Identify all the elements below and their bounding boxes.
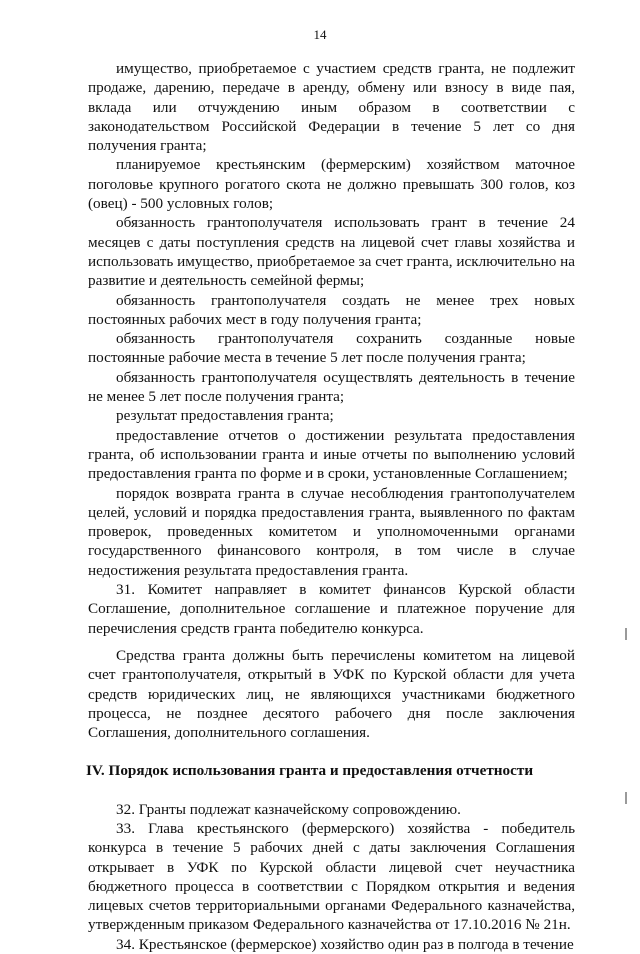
- paragraph: планируемое крестьянским (фермерским) хозяйством маточное поголовье крупного рогатого скота не должно превышать 300 голов, коз (овец) - 500 условных голов;: [88, 156, 575, 213]
- paragraph: Средства гранта должны быть перечислены комитетом на лицевой счет грантополучателя, открытый в УФК по Курской области для учета средств юридических лиц, не являющихся участниками бюджетного процесса, не позднее десятого рабочего дня после заключения Соглашения, дополнительного соглашения.: [88, 646, 575, 742]
- document-body: [88, 59, 575, 954]
- paragraph: обязанность грантополучателя использовать грант в течение 24 месяцев с даты поступления средств на лицевой счет главы хозяйства и использовать имущество, приобретаемое за счет гранта, исключительно на развитие и деятельность семейной фермы;: [88, 214, 575, 290]
- paragraph: имущество, приобретаемое с участием средств гранта, не подлежит продаже, дарению, передаче в аренду, обмену или взносу в виде пая, вклада или отчуждению иным образом в соответствии с законодательством Российской Федерации в течение 5 лет со дня получения гранта;: [88, 60, 575, 155]
- paragraph: 34. Крестьянское (фермерское) хозяйство один раз в полгода в течение: [116, 935, 574, 953]
- paragraph: 32. Гранты подлежат казначейскому сопровождению.: [116, 800, 461, 818]
- paragraph: порядок возврата гранта в случае несоблюдения грантополучателем целей, условий и порядка предоставления гранта, выявленного по фактам проверок, проведенных комитетом и уполномоченными органами государственного финансового контроля, в том числе в случае недостижения результата предоставления гранта.: [88, 484, 575, 579]
- paragraph: 33. Глава крестьянского (фермерского) хозяйства - победитель конкурса в течение 5 рабочих дней с даты заключения Соглашения открывает в УФК по Курской области лицевой счет неучастника бюджетного процесса в соответствии с Порядком открытия и ведения лицевых счетов территориальными органами Федерального казначейства, утвержденным приказом Федерального казначейства от 17.10.2016 № 21н.: [88, 819, 575, 934]
- paragraph: 31. Комитет направляет в комитет финансов Курской области Соглашение, дополнительное соглашение и платежное поручение для перечисления средств гранта победителю конкурса.: [88, 581, 575, 637]
- section-heading: IV. Порядок использования гранта и предоставления отчетности: [86, 762, 534, 780]
- paragraph: результат предоставления гранта;: [116, 407, 334, 425]
- scan-artifact-mark: [625, 792, 627, 804]
- paragraph: предоставление отчетов о достижении результата предоставления гранта, об использовании гранта и иные отчеты по выполнению условий предоставления гранта по форме и в сроки, установленные Соглашением;: [88, 426, 575, 483]
- scan-artifact-mark: [625, 628, 627, 640]
- paragraph: обязанность грантополучателя сохранить созданные новые постоянные рабочие места в течение 5 лет после получения гранта;: [88, 330, 575, 367]
- paragraph: обязанность грантополучателя создать не менее трех новых постоянных рабочих мест в году получения гранта;: [88, 291, 575, 328]
- paragraph: обязанность грантополучателя осуществлять деятельность в течение не менее 5 лет после получения гранта;: [88, 368, 575, 406]
- page-number: 14: [313, 27, 327, 42]
